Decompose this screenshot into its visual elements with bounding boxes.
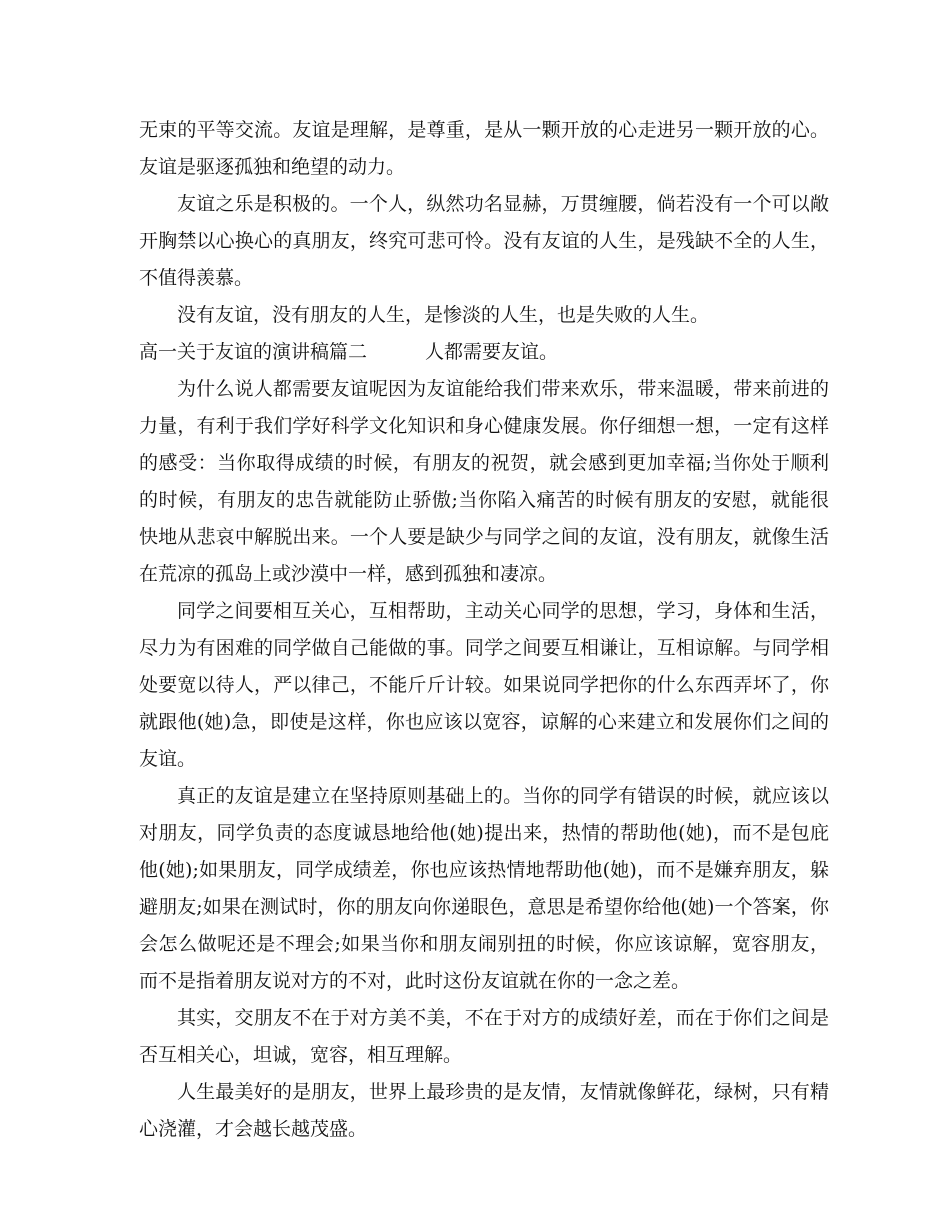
document-body xyxy=(139,112,829,1148)
section-subtitle: 人都需要友谊。 xyxy=(425,341,559,363)
body-paragraph-5: 人生最美好的是朋友，世界上最珍贵的是友情，友情就像鲜花，绿树，只有精心浇灌，才会越长越茂盛。 xyxy=(139,1081,829,1140)
section-heading xyxy=(139,334,829,371)
section-title: 高一关于友谊的演讲稿篇二 xyxy=(139,341,368,363)
paragraph-2: 友谊之乐是积极的。一个人，纵然功名显赫，万贯缠腰，倘若没有一个可以敞开胸禁以心换心的真朋友，终究可悲可怜。没有友谊的人生，是残缺不全的人生，不值得羡慕。 xyxy=(139,193,829,289)
paragraph-3: 没有友谊，没有朋友的人生，是惨淡的人生，也是失败的人生。 xyxy=(177,304,710,326)
body-paragraph-2: 同学之间要相互关心，互相帮助，主动关心同学的思想，学习，身体和生活，尽力为有困难的同学做自己能做的事。同学之间要互相谦让，互相谅解。与同学相处要宽以待人，严以律己，不能斤斤计较。如果说同学把你的什么东西弄坏了，你就跟他(她)急，即使是这样，你也应该以宽容，谅解的心来建立和发展你们之间的友谊。 xyxy=(139,600,829,770)
body-paragraph-4: 其实，交朋友不在于对方美不美，不在于对方的成绩好差，而在于你们之间是否互相关心，坦诚，宽容，相互理解。 xyxy=(139,1007,829,1066)
body-paragraph-1: 为什么说人都需要友谊呢因为友谊能给我们带来欢乐，带来温暖，带来前进的力量，有利于我们学好科学文化知识和身心健康发展。你仔细想一想，一定有这样的感受：当你取得成绩的时候，有朋友的祝贺，就会感到更加幸福;当你处于顺利的时候，有朋友的忠告就能防止骄傲;当你陷入痛苦的时候有朋友的安慰，就能很快地从悲哀中解脱出来。一个人要是缺少与同学之间的友谊，没有朋友，就像生活在荒凉的孤岛上或沙漠中一样，感到孤独和凄凉。 xyxy=(139,378,829,585)
paragraph-1: 无束的平等交流。友谊是理解，是尊重，是从一颗开放的心走进另一颗开放的心。友谊是驱逐孤独和绝望的动力。 xyxy=(139,119,829,178)
body-paragraph-3: 真正的友谊是建立在坚持原则基础上的。当你的同学有错误的时候，就应该以对朋友，同学负责的态度诚恳地给他(她)提出来，热情的帮助他(她)，而不是包庇他(她);如果朋友，同学成绩差，你也应该热情地帮助他(她)，而不是嫌弃朋友，躲避朋友;如果在测试时，你的朋友向你递眼色，意思是希望你给他(她)一个答案，你会怎么做呢还是不理会;如果当你和朋友闹别扭的时候，你应该谅解，宽容朋友，而不是指着朋友说对方的不对，此时这份友谊就在你的一念之差。 xyxy=(139,785,829,992)
